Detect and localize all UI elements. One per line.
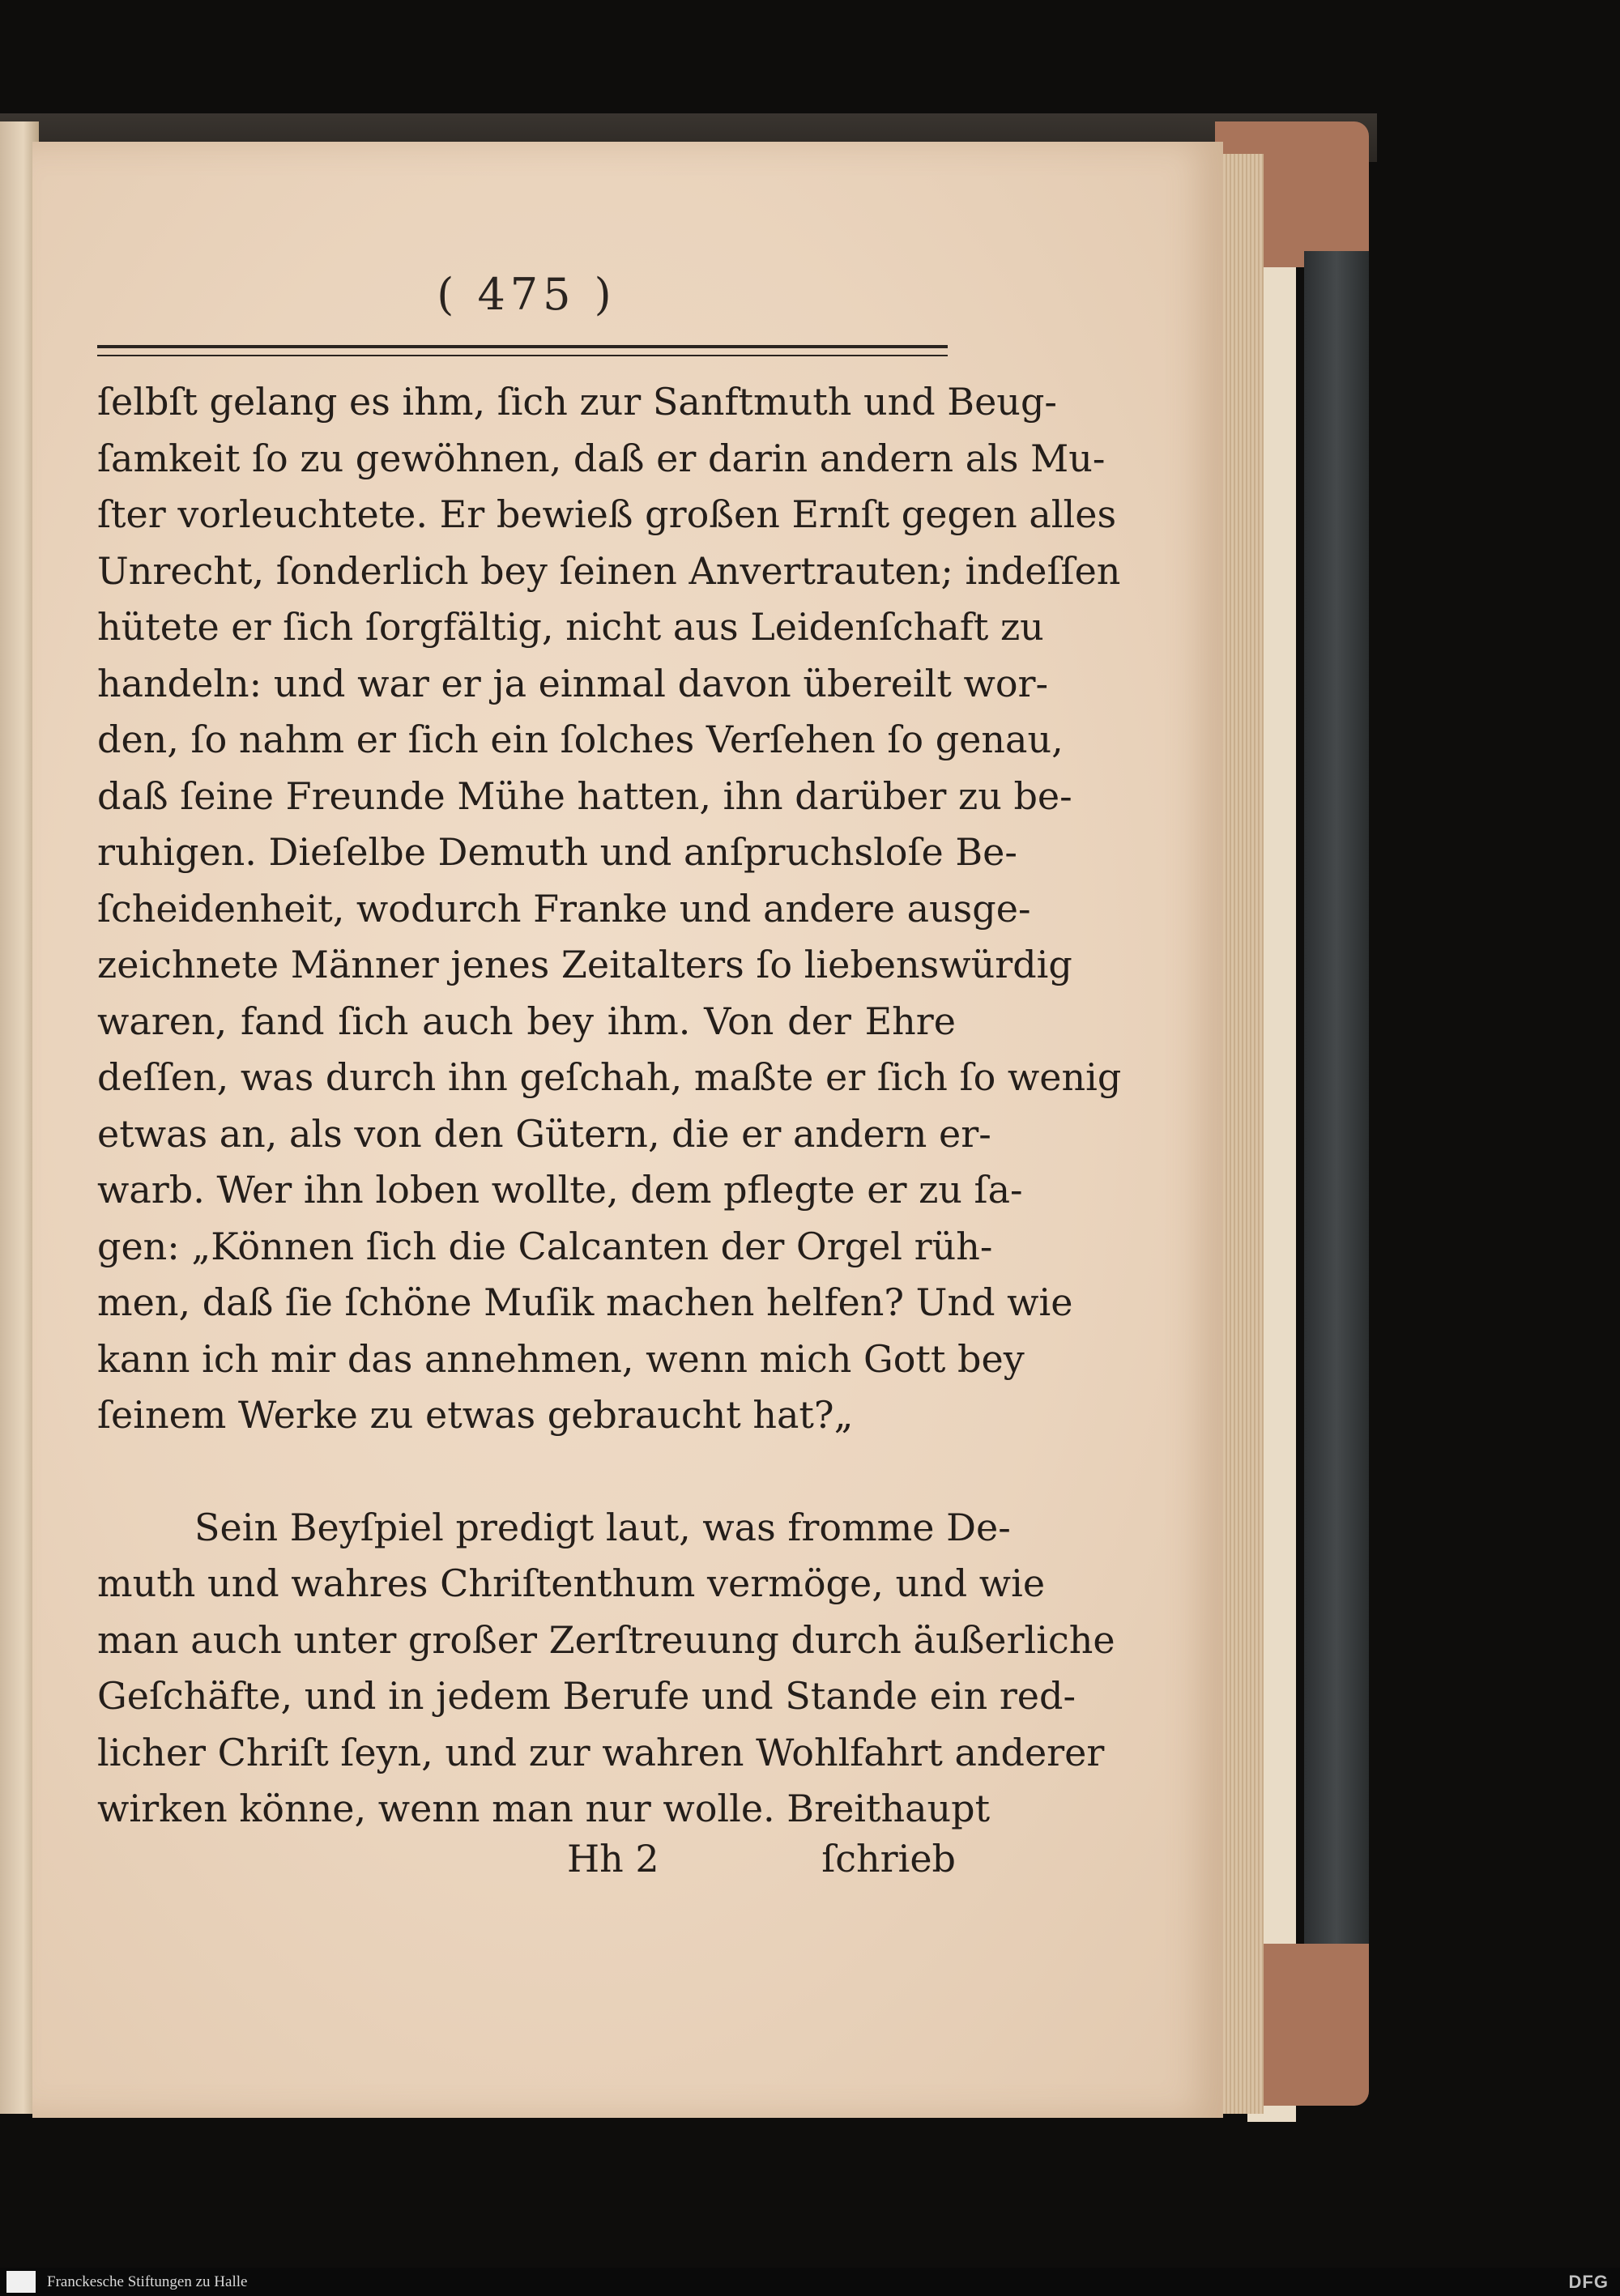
viewer-footer (0, 2268, 1620, 2296)
text-line: ſamkeit ſo zu gewöhnen, daß er darin andern als Mu- (97, 436, 1106, 480)
text-line: gen: „Können ſich die Calcanten der Orgel rüh- (97, 1224, 993, 1268)
text-line: Unrecht, ſonderlich bey ſeinen Anvertrauten; indeſſen (97, 548, 1121, 593)
cover-corner-bottom (1264, 1944, 1369, 2106)
cover-board (1304, 251, 1369, 1952)
paragraph-1 (97, 374, 1122, 1838)
text-line: handeln: und war er ja einmal davon übereilt wor- (97, 661, 1049, 705)
text-line: ruhigen. Dieſelbe Demuth und anſpruchsloſe Be- (97, 830, 1017, 874)
text-line: ſcheidenheit, wodurch Franke und andere ausge- (97, 886, 1031, 931)
text-line: ſter vorleuchtete. Er bewieß großen Ernſt gegen alles (97, 492, 1117, 536)
text-line: ſeinem Werke zu etwas gebraucht hat?„ (97, 1393, 854, 1437)
text-line: kann ich mir das annehmen, wenn mich Gott bey (97, 1336, 1025, 1381)
text-line: den, ſo nahm er ſich ein ſolches Verſehen ſo genau, (97, 718, 1064, 761)
text-line: men, daß ſie ſchöne Muſik machen helfen? Und wie (97, 1280, 1073, 1324)
page-footer-row (97, 1837, 956, 1893)
text-line: ſelbſt gelang es ihm, ſich zur Sanftmuth und Beug- (97, 380, 1057, 424)
text-line: zeichnete Männer jenes Zeitalters ſo liebenswürdig (97, 943, 1072, 986)
dfg-badge: DFG (1568, 2272, 1609, 2292)
text-line: licher Chriſt ſeyn, und zur wahren Wohlfahrt anderer (97, 1730, 1105, 1774)
paragraph-gap (97, 1444, 956, 1500)
signature-mark: Hh 2 (567, 1837, 659, 1881)
text-line: Geſchäfte, und in jedem Berufe und Stande ein red- (97, 1674, 1076, 1718)
text-line: man auch unter großer Zerſtreuung durch äußerliche (97, 1617, 1115, 1662)
text-line: wirken könne, wenn man nur wolle. Breithaupt (97, 1787, 991, 1830)
institution-name: Franckesche Stiftungen zu Halle (47, 2273, 248, 2290)
header-rule (97, 345, 948, 356)
text-line: deſſen, was durch ihn geſchah, maßte er ſich ſo wenig (97, 1055, 1122, 1099)
text-line: muth und wahres Chriſtenthum vermöge, und wie (97, 1561, 1046, 1605)
text-line: warb. Wer ihn loben wollte, dem pflegte er zu ſa- (97, 1168, 1023, 1212)
page-number: ( 475 ) (437, 269, 616, 320)
text-line: waren, fand ſich auch bey ihm. Von der Ehre (97, 999, 956, 1043)
text-line: etwas an, als von den Gütern, die er andern er- (97, 1111, 991, 1156)
text-line: Sein Beyſpiel predigt laut, was fromme De- (194, 1505, 1011, 1549)
text-line: hütete er ſich ſorgfältig, nicht aus Leidenſchaft zu (97, 605, 1044, 649)
catchword: ſchrieb (821, 1837, 956, 1881)
text-line: daß ſeine Freunde Mühe hatten, ihn darüber zu be- (97, 773, 1072, 818)
institution-logo-icon (6, 2271, 36, 2293)
